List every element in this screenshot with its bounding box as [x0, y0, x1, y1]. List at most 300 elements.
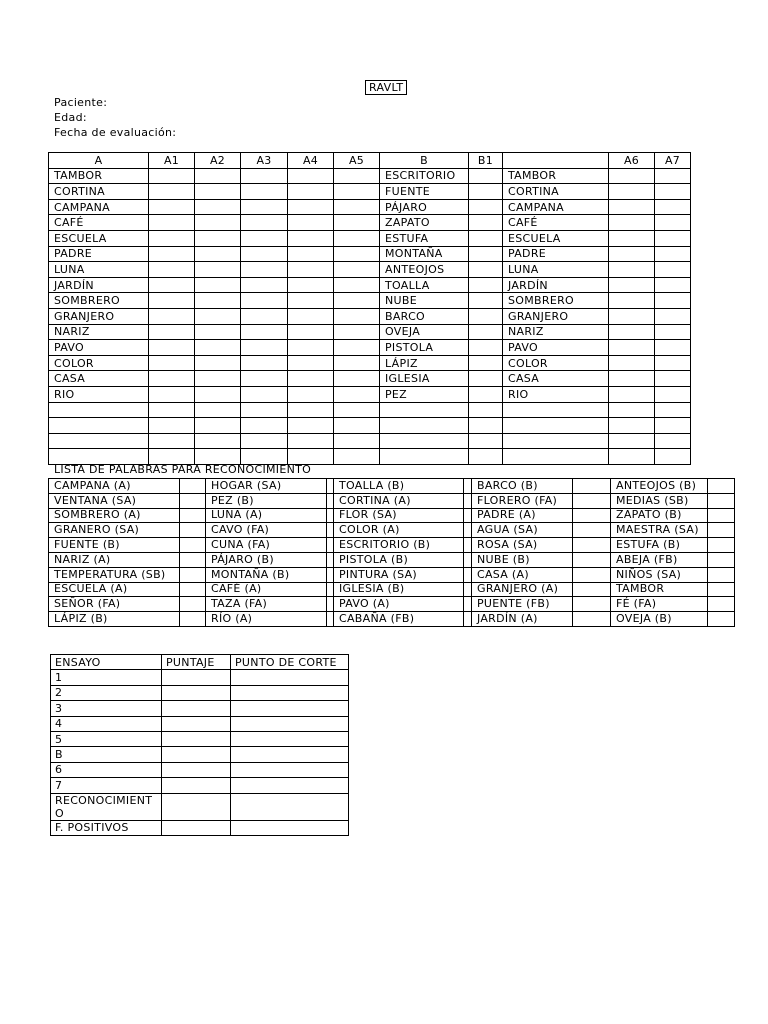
trial-cell[interactable]	[195, 168, 241, 184]
trial-cell[interactable]	[609, 449, 655, 465]
word-b-cell: IGLESIA	[380, 371, 469, 387]
recognition-mark-cell[interactable]	[708, 582, 735, 597]
patient-label: Paciente:	[54, 96, 108, 109]
recognition-mark-cell[interactable]	[327, 538, 334, 553]
trial-label-cell: 2	[51, 685, 162, 700]
trial-cell[interactable]	[655, 230, 691, 246]
trial-cell[interactable]	[334, 355, 380, 371]
trial-cell[interactable]	[655, 277, 691, 293]
cutoff-cell[interactable]	[231, 747, 349, 762]
table-row	[51, 793, 349, 820]
recognition-mark-cell[interactable]	[464, 493, 472, 508]
recognition-word-cell: SEÑOR (FA)	[49, 597, 180, 612]
table-row	[49, 479, 735, 494]
trial-cell[interactable]	[469, 184, 503, 200]
trial-cell[interactable]	[609, 340, 655, 356]
trial-cell[interactable]	[149, 402, 195, 418]
recognition-mark-cell[interactable]	[708, 597, 735, 612]
trial-cell[interactable]	[655, 215, 691, 231]
trial-cell[interactable]	[241, 277, 288, 293]
trial-cell[interactable]	[241, 433, 288, 449]
trial-cell[interactable]	[241, 386, 288, 402]
recognition-word-cell: PAVO (A)	[334, 597, 464, 612]
word-a-repeat-cell: LUNA	[503, 262, 609, 278]
recognition-word-cell: FUENTE (B)	[49, 538, 180, 553]
trial-cell[interactable]	[469, 402, 503, 418]
trial-cell[interactable]	[195, 308, 241, 324]
trial-cell[interactable]	[149, 184, 195, 200]
trial-cell[interactable]	[241, 371, 288, 387]
recognition-word-cell: PÁJARO (B)	[206, 552, 327, 567]
recognition-mark-cell[interactable]	[708, 538, 735, 553]
trial-cell[interactable]	[241, 215, 288, 231]
trial-cell[interactable]	[469, 168, 503, 184]
trial-label-cell: 7	[51, 778, 162, 793]
recognition-word-cell: FÉ (FA)	[611, 597, 708, 612]
trial-cell[interactable]	[149, 308, 195, 324]
table-row	[51, 820, 349, 835]
word-a-repeat-cell: TAMBOR	[503, 168, 609, 184]
trial-cell[interactable]	[241, 184, 288, 200]
recognition-word-cell: NARIZ (A)	[49, 552, 180, 567]
trial-cell[interactable]	[149, 199, 195, 215]
score-cell[interactable]	[162, 778, 231, 793]
recognition-mark-cell[interactable]	[464, 552, 472, 567]
trial-cell[interactable]	[241, 246, 288, 262]
table-row	[49, 199, 691, 215]
recognition-mark-cell[interactable]	[573, 479, 611, 494]
trial-cell[interactable]	[241, 230, 288, 246]
trial-cell[interactable]	[334, 277, 380, 293]
trial-cell[interactable]	[655, 199, 691, 215]
cutoff-cell[interactable]	[231, 778, 349, 793]
table-row	[49, 371, 691, 387]
trial-cell[interactable]	[655, 308, 691, 324]
trial-cell[interactable]	[334, 418, 380, 434]
trial-cell[interactable]	[195, 246, 241, 262]
trial-cell[interactable]	[334, 293, 380, 309]
trial-cell[interactable]	[609, 402, 655, 418]
trial-cell[interactable]	[655, 184, 691, 200]
recognition-mark-cell[interactable]	[464, 612, 472, 627]
recognition-mark-cell[interactable]	[327, 612, 334, 627]
trial-cell[interactable]	[334, 184, 380, 200]
cutoff-cell[interactable]	[231, 701, 349, 716]
recognition-mark-cell[interactable]	[180, 508, 206, 523]
trial-cell[interactable]	[288, 402, 334, 418]
trial-cell[interactable]	[195, 386, 241, 402]
cutoff-cell[interactable]	[231, 731, 349, 746]
trial-cell[interactable]	[334, 340, 380, 356]
table-row	[51, 685, 349, 700]
trial-cell[interactable]	[334, 199, 380, 215]
recognition-mark-cell[interactable]	[464, 567, 472, 582]
trial-cell[interactable]	[288, 355, 334, 371]
recognition-mark-cell[interactable]	[708, 612, 735, 627]
cutoff-cell[interactable]	[231, 762, 349, 777]
trial-cell[interactable]	[149, 340, 195, 356]
trial-cell[interactable]	[149, 418, 195, 434]
trial-cell[interactable]	[241, 168, 288, 184]
table-row	[49, 324, 691, 340]
recognition-mark-cell[interactable]	[180, 479, 206, 494]
word-b-cell: ZAPATO	[380, 215, 469, 231]
trial-cell[interactable]	[655, 246, 691, 262]
word-a-cell: CORTINA	[49, 184, 149, 200]
trial-cell[interactable]	[334, 215, 380, 231]
recognition-mark-cell[interactable]	[573, 612, 611, 627]
trial-cell[interactable]	[609, 308, 655, 324]
recognition-mark-cell[interactable]	[708, 493, 735, 508]
recognition-word-cell: CAVO (FA)	[206, 523, 327, 538]
word-a-cell: CAFÉ	[49, 215, 149, 231]
cutoff-cell[interactable]	[231, 685, 349, 700]
table-row	[51, 731, 349, 746]
trial-cell[interactable]	[655, 168, 691, 184]
trial-cell[interactable]	[334, 324, 380, 340]
word-a-repeat-cell: RIO	[503, 386, 609, 402]
trial-cell[interactable]	[655, 355, 691, 371]
trial-cell[interactable]	[195, 355, 241, 371]
trial-cell[interactable]	[288, 293, 334, 309]
trial-cell[interactable]	[288, 168, 334, 184]
trial-cell[interactable]	[469, 215, 503, 231]
table-row	[49, 597, 735, 612]
table-row	[49, 552, 735, 567]
trial-cell[interactable]	[195, 433, 241, 449]
recognition-mark-cell[interactable]	[573, 523, 611, 538]
trial-cell[interactable]	[334, 230, 380, 246]
trial-cell[interactable]	[288, 199, 334, 215]
trial-cell[interactable]	[655, 449, 691, 465]
word-a-repeat-cell	[503, 433, 609, 449]
trial-cell[interactable]	[469, 355, 503, 371]
score-cell[interactable]	[162, 793, 231, 820]
header-cell: B1	[469, 153, 503, 169]
recognition-word-cell: CORTINA (A)	[334, 493, 464, 508]
trial-cell[interactable]	[334, 371, 380, 387]
trial-label-cell: 5	[51, 731, 162, 746]
trial-cell[interactable]	[149, 386, 195, 402]
trial-cell[interactable]	[149, 324, 195, 340]
trial-cell[interactable]	[241, 418, 288, 434]
trial-cell[interactable]	[469, 293, 503, 309]
recognition-mark-cell[interactable]	[180, 538, 206, 553]
trial-cell[interactable]	[469, 386, 503, 402]
trial-cell[interactable]	[655, 386, 691, 402]
trial-cell[interactable]	[195, 293, 241, 309]
recognition-word-cell: ABEJA (FB)	[611, 552, 708, 567]
score-cell[interactable]	[162, 716, 231, 731]
trial-cell[interactable]	[655, 293, 691, 309]
recognition-mark-cell[interactable]	[327, 597, 334, 612]
word-b-cell: OVEJA	[380, 324, 469, 340]
trial-cell[interactable]	[609, 386, 655, 402]
table-row	[49, 433, 691, 449]
trial-cell[interactable]	[195, 371, 241, 387]
cutoff-cell[interactable]	[231, 716, 349, 731]
recognition-mark-cell[interactable]	[464, 523, 472, 538]
recognition-mark-cell[interactable]	[180, 612, 206, 627]
trial-cell[interactable]	[609, 355, 655, 371]
recognition-mark-cell[interactable]	[327, 582, 334, 597]
trial-cell[interactable]	[334, 449, 380, 465]
recognition-mark-cell[interactable]	[180, 552, 206, 567]
word-b-cell: NUBE	[380, 293, 469, 309]
table-row	[49, 567, 735, 582]
word-b-cell: PEZ	[380, 386, 469, 402]
recognition-mark-cell[interactable]	[708, 552, 735, 567]
word-a-cell: GRANJERO	[49, 308, 149, 324]
cutoff-cell[interactable]	[231, 793, 349, 820]
recognition-mark-cell[interactable]	[180, 493, 206, 508]
recognition-mark-cell[interactable]	[573, 597, 611, 612]
recognition-mark-cell[interactable]	[573, 508, 611, 523]
word-a-cell: JARDÍN	[49, 277, 149, 293]
word-a-cell: SOMBRERO	[49, 293, 149, 309]
header-cell: A	[49, 153, 149, 169]
trial-cell[interactable]	[609, 371, 655, 387]
trial-cell[interactable]	[288, 386, 334, 402]
trial-cell[interactable]	[149, 168, 195, 184]
trial-cell[interactable]	[609, 184, 655, 200]
cutoff-cell[interactable]	[231, 820, 349, 835]
trial-cell[interactable]	[288, 246, 334, 262]
trial-cell[interactable]	[609, 277, 655, 293]
recognition-mark-cell[interactable]	[573, 493, 611, 508]
trial-cell[interactable]	[195, 340, 241, 356]
trial-cell[interactable]	[469, 246, 503, 262]
trial-cell[interactable]	[609, 293, 655, 309]
trial-cell[interactable]	[469, 340, 503, 356]
trial-cell[interactable]	[609, 262, 655, 278]
recognition-word-cell: MONTAÑA (B)	[206, 567, 327, 582]
recognition-mark-cell[interactable]	[464, 597, 472, 612]
recognition-word-cell: CAFÉ (A)	[206, 582, 327, 597]
trial-cell[interactable]	[241, 199, 288, 215]
trial-cell[interactable]	[241, 324, 288, 340]
recognition-mark-cell[interactable]	[708, 508, 735, 523]
trial-cell[interactable]	[609, 199, 655, 215]
trial-cell[interactable]	[241, 355, 288, 371]
recognition-mark-cell[interactable]	[708, 479, 735, 494]
header-cell: A6	[609, 153, 655, 169]
trial-cell[interactable]	[469, 277, 503, 293]
table-row	[49, 340, 691, 356]
trial-cell[interactable]	[334, 246, 380, 262]
trial-cell[interactable]	[655, 433, 691, 449]
word-a-repeat-cell	[503, 449, 609, 465]
word-b-cell: BARCO	[380, 308, 469, 324]
recognition-mark-cell[interactable]	[573, 552, 611, 567]
recognition-word-cell: TEMPERATURA (SB)	[49, 567, 180, 582]
trial-cell[interactable]	[609, 246, 655, 262]
recognition-mark-cell[interactable]	[464, 538, 472, 553]
trial-cell[interactable]	[609, 324, 655, 340]
trial-cell[interactable]	[469, 199, 503, 215]
word-a-cell	[49, 418, 149, 434]
header-cell: A4	[288, 153, 334, 169]
trial-cell[interactable]	[288, 184, 334, 200]
trial-cell[interactable]	[655, 324, 691, 340]
recognition-mark-cell[interactable]	[180, 567, 206, 582]
score-cell[interactable]	[162, 685, 231, 700]
trial-cell[interactable]	[655, 262, 691, 278]
trial-cell[interactable]	[469, 262, 503, 278]
trial-cell[interactable]	[334, 168, 380, 184]
word-a-cell: CASA	[49, 371, 149, 387]
trial-cell[interactable]	[149, 230, 195, 246]
header-cell: A3	[241, 153, 288, 169]
recognition-word-cell: CASA (A)	[472, 567, 573, 582]
trial-cell[interactable]	[655, 402, 691, 418]
trial-cell[interactable]	[334, 262, 380, 278]
trial-cell[interactable]	[241, 402, 288, 418]
trial-cell[interactable]	[149, 262, 195, 278]
word-a-cell: TAMBOR	[49, 168, 149, 184]
trial-cell[interactable]	[149, 371, 195, 387]
word-a-cell: COLOR	[49, 355, 149, 371]
trial-cell[interactable]	[195, 418, 241, 434]
recognition-mark-cell[interactable]	[708, 567, 735, 582]
word-b-cell: ESTUFA	[380, 230, 469, 246]
word-a-repeat-cell: PADRE	[503, 246, 609, 262]
trial-cell[interactable]	[334, 386, 380, 402]
learning-trials-table	[48, 152, 691, 465]
trial-cell[interactable]	[609, 418, 655, 434]
trial-cell[interactable]	[288, 371, 334, 387]
trial-cell[interactable]	[609, 433, 655, 449]
evaluation-date-label: Fecha de evaluación:	[54, 126, 177, 139]
word-a-cell: ESCUELA	[49, 230, 149, 246]
trial-cell[interactable]	[469, 308, 503, 324]
recognition-mark-cell[interactable]	[464, 508, 472, 523]
score-cell[interactable]	[162, 731, 231, 746]
trial-cell[interactable]	[195, 184, 241, 200]
trial-cell[interactable]	[288, 418, 334, 434]
trial-cell[interactable]	[149, 215, 195, 231]
trial-cell[interactable]	[195, 199, 241, 215]
trial-cell[interactable]	[195, 262, 241, 278]
table-row	[49, 246, 691, 262]
trial-cell[interactable]	[195, 215, 241, 231]
trial-label-cell: RECONOCIMIENTO	[51, 793, 162, 820]
recognition-word-cell: AGUA (SA)	[472, 523, 573, 538]
trial-cell[interactable]	[195, 230, 241, 246]
trial-cell[interactable]	[195, 402, 241, 418]
trial-cell[interactable]	[288, 262, 334, 278]
recognition-mark-cell[interactable]	[573, 538, 611, 553]
word-b-cell	[380, 449, 469, 465]
recognition-mark-cell[interactable]	[327, 479, 334, 494]
table-row	[49, 168, 691, 184]
trial-cell[interactable]	[241, 340, 288, 356]
recognition-mark-cell[interactable]	[180, 523, 206, 538]
recognition-mark-cell[interactable]	[464, 479, 472, 494]
trial-cell[interactable]	[288, 230, 334, 246]
word-a-repeat-cell: COLOR	[503, 355, 609, 371]
recognition-mark-cell[interactable]	[327, 552, 334, 567]
trial-cell[interactable]	[149, 433, 195, 449]
trial-cell[interactable]	[655, 340, 691, 356]
recognition-mark-cell[interactable]	[327, 493, 334, 508]
score-cell[interactable]	[162, 820, 231, 835]
score-cell[interactable]	[162, 701, 231, 716]
table-row	[51, 701, 349, 716]
trial-cell[interactable]	[195, 324, 241, 340]
recognition-word-cell: PUENTE (FB)	[472, 597, 573, 612]
trial-cell[interactable]	[288, 324, 334, 340]
recognition-word-cell: NIÑOS (SA)	[611, 567, 708, 582]
cutoff-cell[interactable]	[231, 670, 349, 685]
recognition-word-cell: ANTEOJOS (B)	[611, 479, 708, 494]
word-a-cell: RIO	[49, 386, 149, 402]
recognition-mark-cell[interactable]	[708, 523, 735, 538]
trial-cell[interactable]	[334, 433, 380, 449]
trial-cell[interactable]	[655, 371, 691, 387]
recognition-mark-cell[interactable]	[464, 582, 472, 597]
trial-cell[interactable]	[288, 340, 334, 356]
trial-cell[interactable]	[149, 277, 195, 293]
recognition-mark-cell[interactable]	[327, 508, 334, 523]
recognition-word-cell: MAESTRA (SA)	[611, 523, 708, 538]
table-row	[49, 293, 691, 309]
trial-cell[interactable]	[334, 308, 380, 324]
trial-cell[interactable]	[195, 277, 241, 293]
trial-cell[interactable]	[241, 308, 288, 324]
trial-cell[interactable]	[149, 355, 195, 371]
trial-cell[interactable]	[469, 449, 503, 465]
trial-cell[interactable]	[469, 433, 503, 449]
trial-cell[interactable]	[149, 293, 195, 309]
recognition-mark-cell[interactable]	[327, 567, 334, 582]
word-b-cell: TOALLA	[380, 277, 469, 293]
trial-label-cell: 6	[51, 762, 162, 777]
trial-cell[interactable]	[469, 324, 503, 340]
score-cell[interactable]	[162, 670, 231, 685]
score-cell[interactable]	[162, 747, 231, 762]
trial-cell[interactable]	[469, 371, 503, 387]
trial-cell[interactable]	[469, 230, 503, 246]
trial-cell[interactable]	[469, 418, 503, 434]
recognition-mark-cell[interactable]	[327, 523, 334, 538]
recognition-list-title: LISTA DE PALABRAS PARA RECONOCIMIENTO	[54, 463, 312, 476]
recognition-mark-cell[interactable]	[573, 567, 611, 582]
trial-cell[interactable]	[609, 230, 655, 246]
recognition-word-cell: TAMBOR	[611, 582, 708, 597]
recognition-mark-cell[interactable]	[573, 582, 611, 597]
table-row	[49, 386, 691, 402]
recognition-mark-cell[interactable]	[180, 582, 206, 597]
trial-cell[interactable]	[288, 215, 334, 231]
trial-label-cell: 3	[51, 701, 162, 716]
trial-cell[interactable]	[241, 262, 288, 278]
trial-cell[interactable]	[288, 433, 334, 449]
word-b-cell: PÁJARO	[380, 199, 469, 215]
trial-cell[interactable]	[334, 402, 380, 418]
score-cell[interactable]	[162, 762, 231, 777]
trial-cell[interactable]	[288, 277, 334, 293]
word-a-repeat-cell: CASA	[503, 371, 609, 387]
trial-cell[interactable]	[609, 215, 655, 231]
trial-cell[interactable]	[149, 246, 195, 262]
recognition-mark-cell[interactable]	[180, 597, 206, 612]
trial-cell[interactable]	[288, 308, 334, 324]
patient-info	[54, 95, 176, 140]
trial-cell[interactable]	[655, 418, 691, 434]
trial-cell[interactable]	[241, 293, 288, 309]
trial-cell[interactable]	[609, 168, 655, 184]
